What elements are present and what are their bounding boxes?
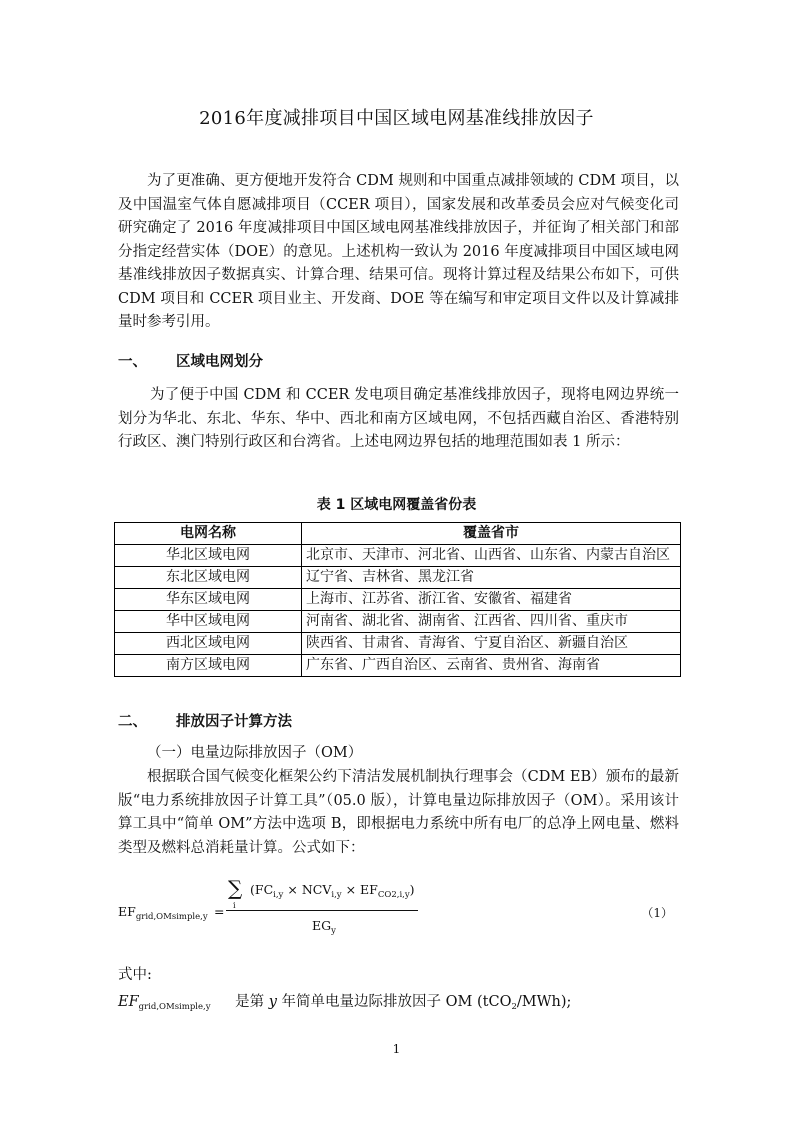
header-grid-name: 电网名称 <box>115 523 302 545</box>
table-1-caption: 表 1 区域电网覆盖省份表 <box>316 497 477 513</box>
section-2-title: 排放因子计算方法 <box>176 714 292 730</box>
provinces-cell: 北京市、天津市、河北省、山西省、山东省、内蒙古自治区 <box>302 545 681 567</box>
grid-name-cell: 西北区域电网 <box>115 633 302 655</box>
where-label: 式中: <box>118 967 152 983</box>
subsection-1-heading: （一）电量边际排放因子（OM） <box>147 745 363 761</box>
formula-lhs: $EF_{grid,OMsimple,y}$ <box>118 904 208 922</box>
formula-sum-index: i <box>233 901 236 910</box>
document-title: 2016年度减排项目中国区域电网基准线排放因子 <box>199 108 594 129</box>
definition-row <box>118 991 679 1020</box>
formula-equals: = <box>214 904 225 919</box>
provinces-cell: 陕西省、甘肃省、青海省、宁夏自治区、新疆自治区 <box>302 633 681 655</box>
intro-paragraph: 为了更准确、更方便地开发符合 CDM 规则和中国重点减排领域的 CDM 项目，以及中国温室气体自愿减排项目（CCER 项目），国家发展和改革委员会应对气候变化司研究确定了 2016 年度减排项目中国区域电网基准线排放因子，并征询了相关部门和部分指定经营实体（DOE）的意见。上述机构一致认为 2016 年度减排项目中国区域电网基准线排放因子数据真实、计算合理、结果可信。现将计算过程及结果公布如下，可供 CDM 项目和 CCER 项目业主、开发商、DOE 等在编写和审定项目文件以及计算减排量时参考引用。 <box>118 173 679 330</box>
section-1-number: 一、 <box>118 354 147 370</box>
section-2-heading <box>118 710 292 731</box>
section-1-title: 区域电网划分 <box>176 354 263 370</box>
section-1-heading <box>118 350 263 371</box>
om-formula <box>118 876 683 946</box>
definition-symbol: $EF_{grid,OMsimple,y}$ <box>118 994 211 1012</box>
equation-number: （1） <box>641 906 673 920</box>
provinces-cell: 河南省、湖北省、湖南省、江西省、四川省、重庆市 <box>302 611 681 633</box>
table-row <box>115 589 681 611</box>
section-2-number: 二、 <box>118 714 147 730</box>
province-table <box>114 522 681 677</box>
table-row <box>115 567 681 589</box>
formula-numerator: $(FC_{i,y} \times NCV_{i,y} \times EF_{CO2,i,y})$ <box>250 882 415 900</box>
grid-name-cell: 华中区域电网 <box>115 611 302 633</box>
header-provinces: 覆盖省市 <box>302 523 681 545</box>
section-2-paragraph: 根据联合国气候变化框架公约下清洁发展机制执行理事会（CDM EB）颁布的最新版“电力系统排放因子计算工具”（05.0 版），计算电量边际排放因子（OM）。采用该计算工具中“简单 OM”方法中选项 B，即根据电力系统中所有电厂的总净上网电量、燃料类型及燃料总消耗量计算。公式如下： <box>118 769 679 856</box>
table-row <box>115 633 681 655</box>
grid-name-cell: 华东区域电网 <box>115 589 302 611</box>
fraction-bar <box>226 910 418 911</box>
definition-description: 是第 y 年简单电量边际排放因子 OM (tCO$_2$/MWh); <box>235 994 572 1012</box>
grid-name-cell: 华北区域电网 <box>115 545 302 567</box>
formula-sum-icon: ∑ <box>228 876 243 900</box>
provinces-cell: 辽宁省、吉林省、黑龙江省 <box>302 567 681 589</box>
table-row <box>115 545 681 567</box>
grid-name-cell: 东北区域电网 <box>115 567 302 589</box>
table-row <box>115 611 681 633</box>
formula-denominator: $EG_y$ <box>312 918 336 936</box>
provinces-cell: 上海市、江苏省、浙江省、安徽省、福建省 <box>302 589 681 611</box>
grid-name-cell: 南方区域电网 <box>115 655 302 677</box>
page-number: 1 <box>392 1042 401 1056</box>
section-1-paragraph: 为了便于中国 CDM 和 CCER 发电项目确定基准线排放因子，现将电网边界统一划分为华北、东北、华东、华中、西北和南方区域电网，不包括西藏自治区、香港特别行政区、澳门特别行政区和台湾省。上述电网边界包括的地理范围如表 1 所示： <box>118 387 679 450</box>
provinces-cell: 广东省、广西自治区、云南省、贵州省、海南省 <box>302 655 681 677</box>
table-row <box>115 655 681 677</box>
table-header-row <box>115 523 681 545</box>
